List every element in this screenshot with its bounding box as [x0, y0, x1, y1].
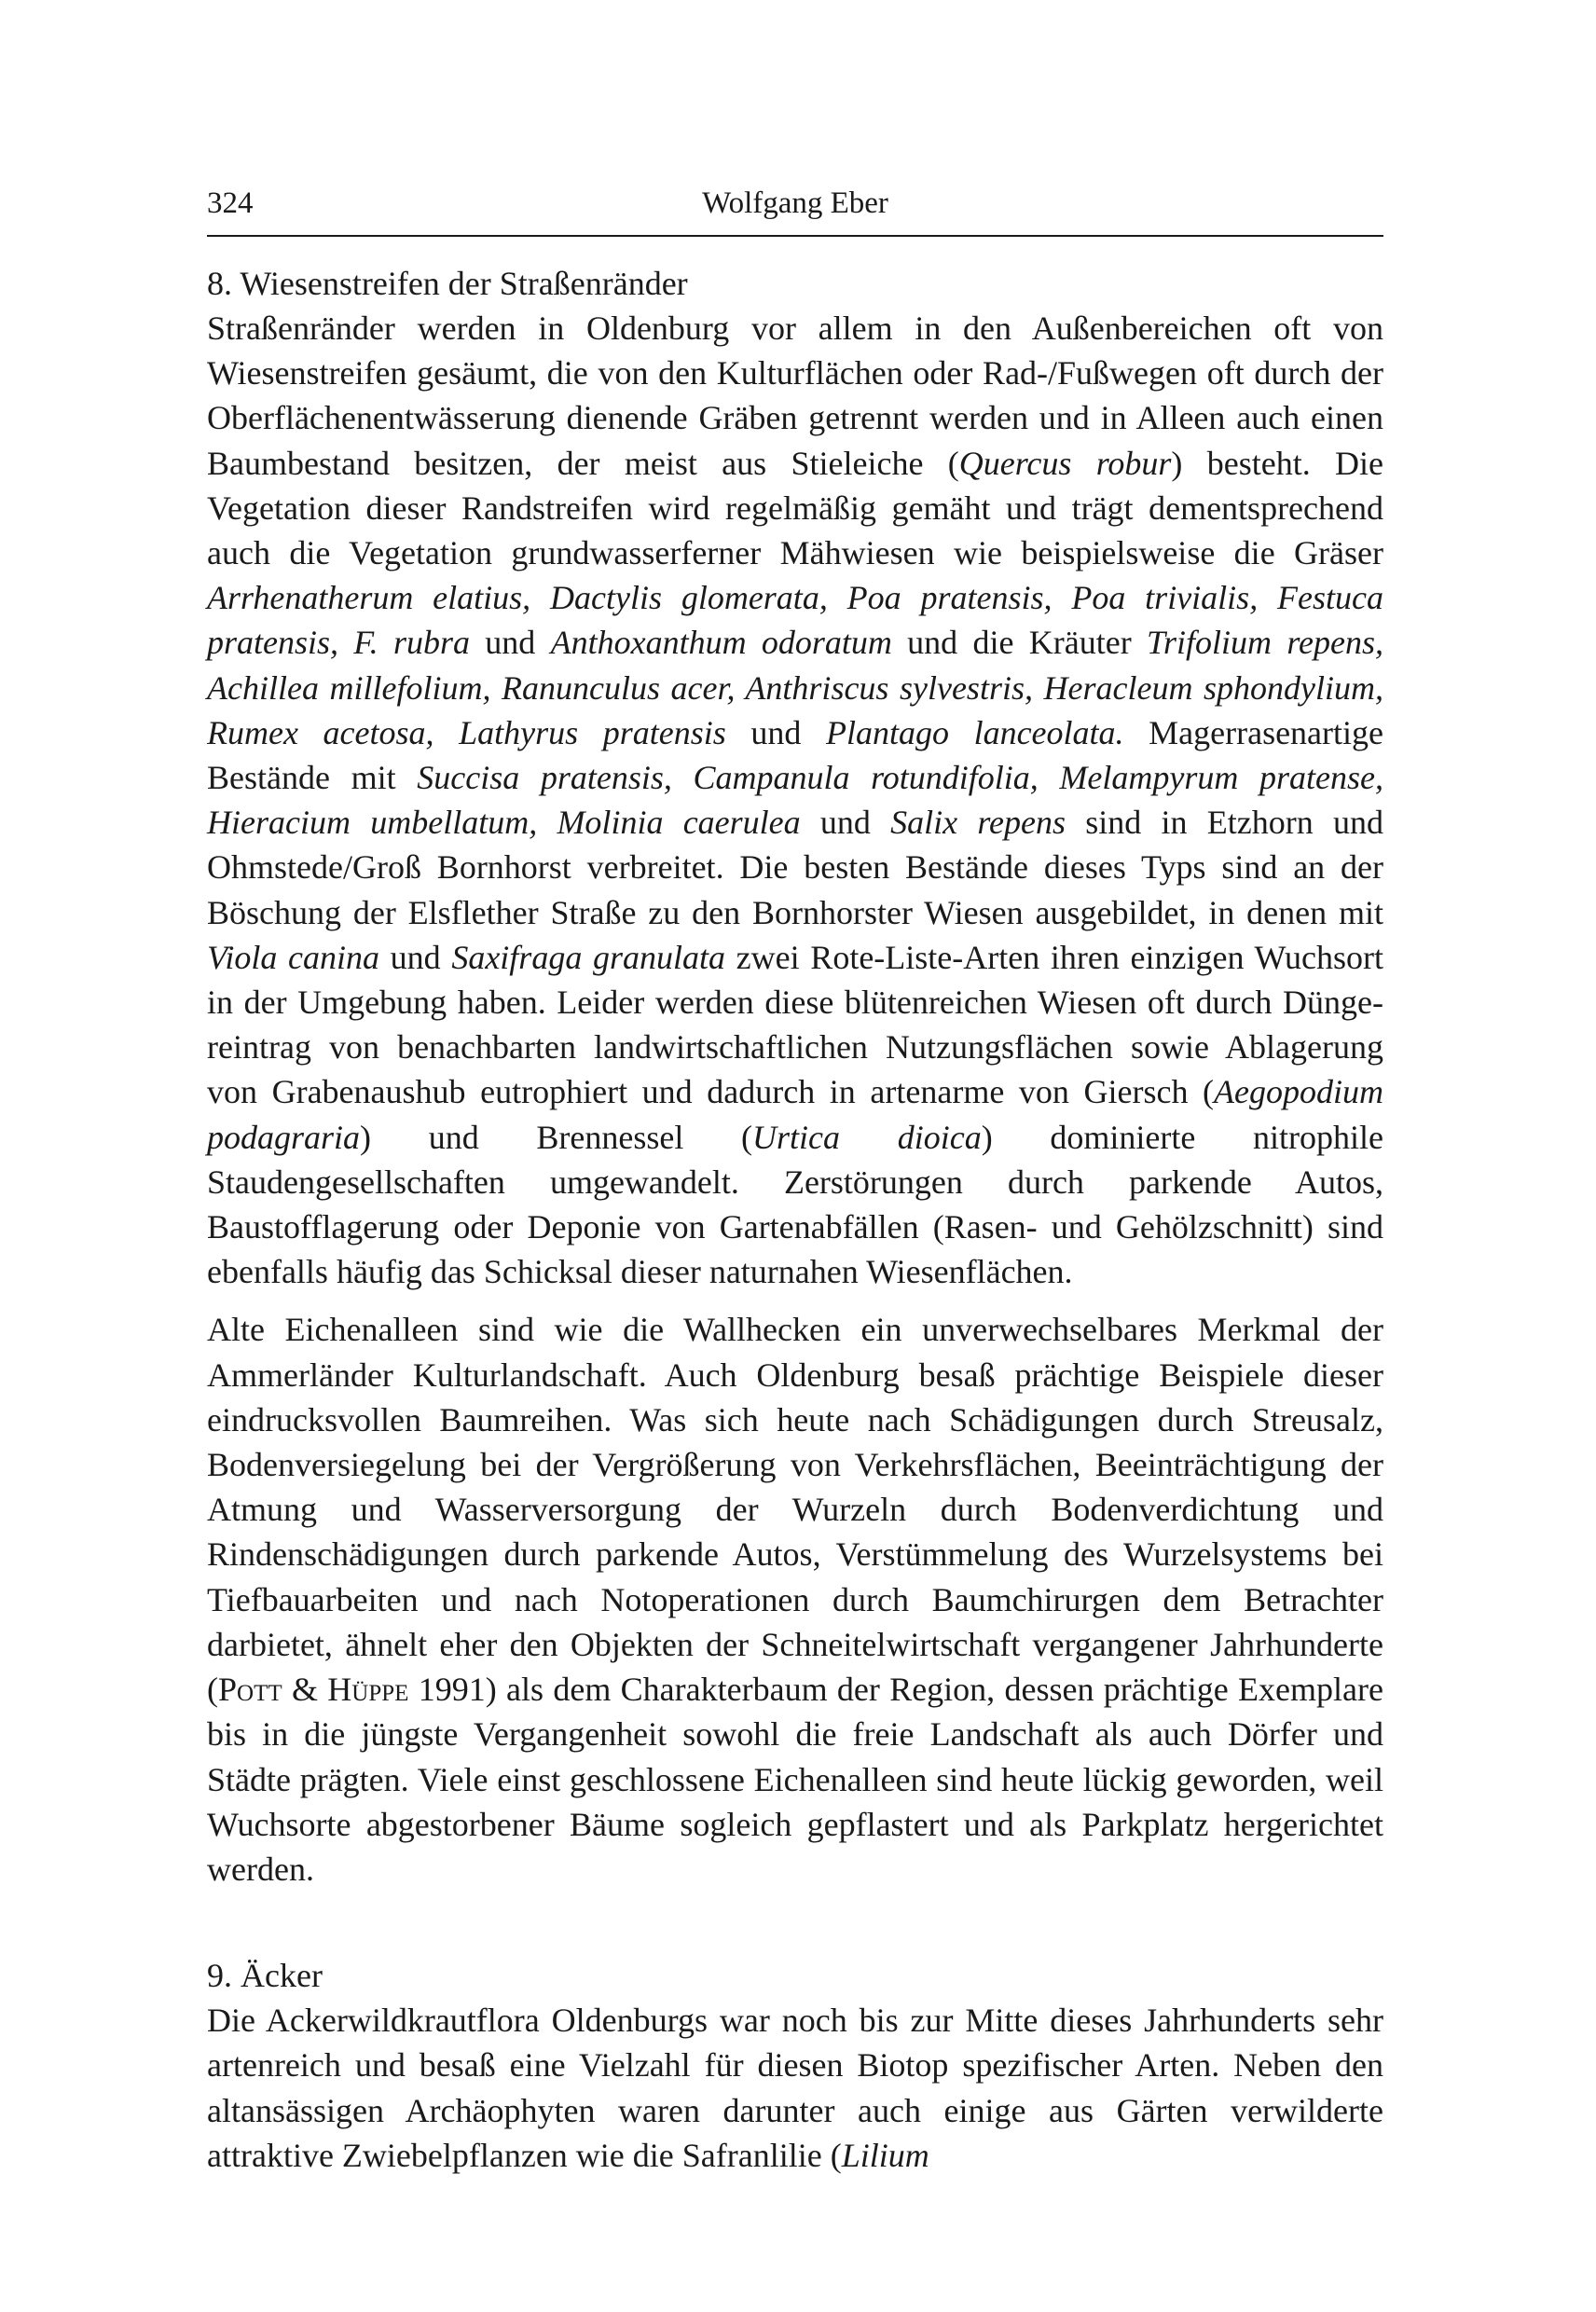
- page: [207, 177, 1383, 2178]
- text-run: ) dominierte nitrophile Staudengesellschaften umgewandelt. Zerstörungen durch parkende Autos, Baustofflagerung oder Deponie von Gartenabfällen (Rasen- und Gehölzschnitt) sind ebenfalls häufig das Schicksal dieser naturnahen Wiesenflächen.: [207, 1118, 1383, 1291]
- species-name: Lilium: [841, 2136, 929, 2174]
- page-number: 324: [207, 186, 254, 220]
- species-name: Salix repens: [890, 804, 1066, 842]
- species-name: Arrhenatherum elatius, Dactylis glomerata, Poa pratensis, Poa trivialis, Festuca pratensis, F. rubra: [207, 579, 1383, 662]
- text-run: und: [725, 713, 826, 751]
- text-run: und: [378, 938, 452, 976]
- section-heading-9: 9. Äcker: [207, 1957, 323, 1995]
- species-name: Quercus robur: [958, 444, 1172, 482]
- species-name: Anthoxanthum odoratum: [550, 624, 892, 662]
- text-run: 1991) als dem Charakterbaum der Region, dessen prächtige Exemplare bis in die jüngste Vergangenheit sowohl die freie Landschaft als auch Dörfer und Städte prägten. Viele einst geschlossene Eichenalleen sind heute lückig geworden, weil Wuchsorte abgestorbener Bäume sogleich gepflastert und als Parkplatz hergerichtet werden.: [207, 1671, 1383, 1888]
- text-run: ) besteht. Die Vegetation dieser Randstreifen wird regelmäßig gemäht und trägt dementsprechend auch die Vegetation grundwasserferner Mähwiesen wie beispielsweise die Gräser: [207, 444, 1383, 572]
- header-rule: [207, 235, 1383, 237]
- text-run: und: [800, 804, 891, 842]
- species-name: Urtica dioica: [752, 1118, 982, 1156]
- text-run: sind in Etzhorn und Ohmstede/Groß Bornhorst verbreitet. Die besten Bestände dieses Typs sind an der Böschung der Elsflether Straße zu den Bornhorster Wiesen ausgebildet, in denen mit: [207, 804, 1383, 931]
- text-run: Die Ackerwildkrautflora Oldenburgs war noch bis zur Mitte dieses Jahrhunderts sehr artenreich und besaß eine Vielzahl für diesen Biotop spezifischer Arten. Neben den altansässigen Archäophyten waren darunter auch einige aus Gärten verwilderte attraktive Zwiebelpflanzen wie die Safranlilie (: [207, 2002, 1383, 2174]
- species-name: Trifolium repens, Achillea millefolium, Ranunculus acer, Anthriscus sylvestris, Heracleum sphondylium, Rumex acetosa, Lathyrus pratensis: [207, 624, 1383, 751]
- text-run: ) und Brennessel (: [360, 1118, 753, 1156]
- paragraph-roadside-meadows: [207, 306, 1383, 1294]
- citation-authors: Pott & Hüppe: [218, 1671, 409, 1709]
- species-name: Viola canina: [207, 938, 379, 976]
- running-title-author: Wolfgang Eber: [702, 186, 888, 220]
- text-run: Alte Eichenalleen sind wie die Wallhecken ein unverwechselbares Merkmal der Ammerländer Kulturlandschaft. Auch Oldenburg besaß prächtige Beispiele dieser eindrucksvollen Baumreihen. Was sich heute nach Schädigungen durch Streusalz, Bodenversiegelung bei der Vergrößerung von Verkehrsflächen, Beeinträchtigung der Atmung und Wasserversorgung der Wurzeln durch Bodenverdichtung und Rindenschädigungen durch parkende Autos, Verstümmelung des Wurzelsystems bei Tiefbauarbeiten und nach Notoperationen durch Baumchirurgen dem Betrachter darbietet, ähnelt eher den Objekten der Schneitelwirtschaft vergangener Jahrhunderte (: [207, 1311, 1383, 1709]
- text-run: zwei Rote-Liste-Arten ihren einzigen Wuchsort in der Umgebung haben. Leider werden diese blütenreichen Wiesen oft durch Düngereintrag von benachbarten landwirtschaftlichen Nutzungsflächen sowie Ablagerung von Grabenaushub eutrophiert und dadurch in artenarme von Giersch (: [207, 938, 1384, 1111]
- text-run: und die Kräuter: [891, 624, 1147, 662]
- paragraph-arable-fields: [207, 1998, 1383, 2178]
- text-run: und: [469, 624, 551, 662]
- species-name: Saxifraga granulata: [451, 938, 726, 976]
- paragraph-oak-avenues: [207, 1307, 1383, 1892]
- text-run: Magerrasenartige Bestände mit: [207, 713, 1384, 797]
- text-run: Straßenränder werden in Oldenburg vor allem in den Außenbereichen oft von Wiesenstreifen gesäumt, die von den Kulturflächen oder Rad-/Fußwegen oft durch der Oberflächenentwässerung dienende Gräben getrennt werden und in Alleen auch einen Baumbestand besitzen, der meist aus Stieleiche (: [207, 310, 1383, 482]
- running-head: [207, 177, 1383, 229]
- species-name: Aegopodium podagraria: [207, 1073, 1383, 1156]
- section-heading-8: 8. Wiesenstreifen der Straßenränder: [207, 265, 688, 302]
- species-name: Plantago lanceolata.: [825, 713, 1124, 751]
- species-name: Succisa pratensis, Campanula rotundifolia, Melampyrum pratense, Hieracium umbellatum, Molinia caerulea: [207, 759, 1384, 842]
